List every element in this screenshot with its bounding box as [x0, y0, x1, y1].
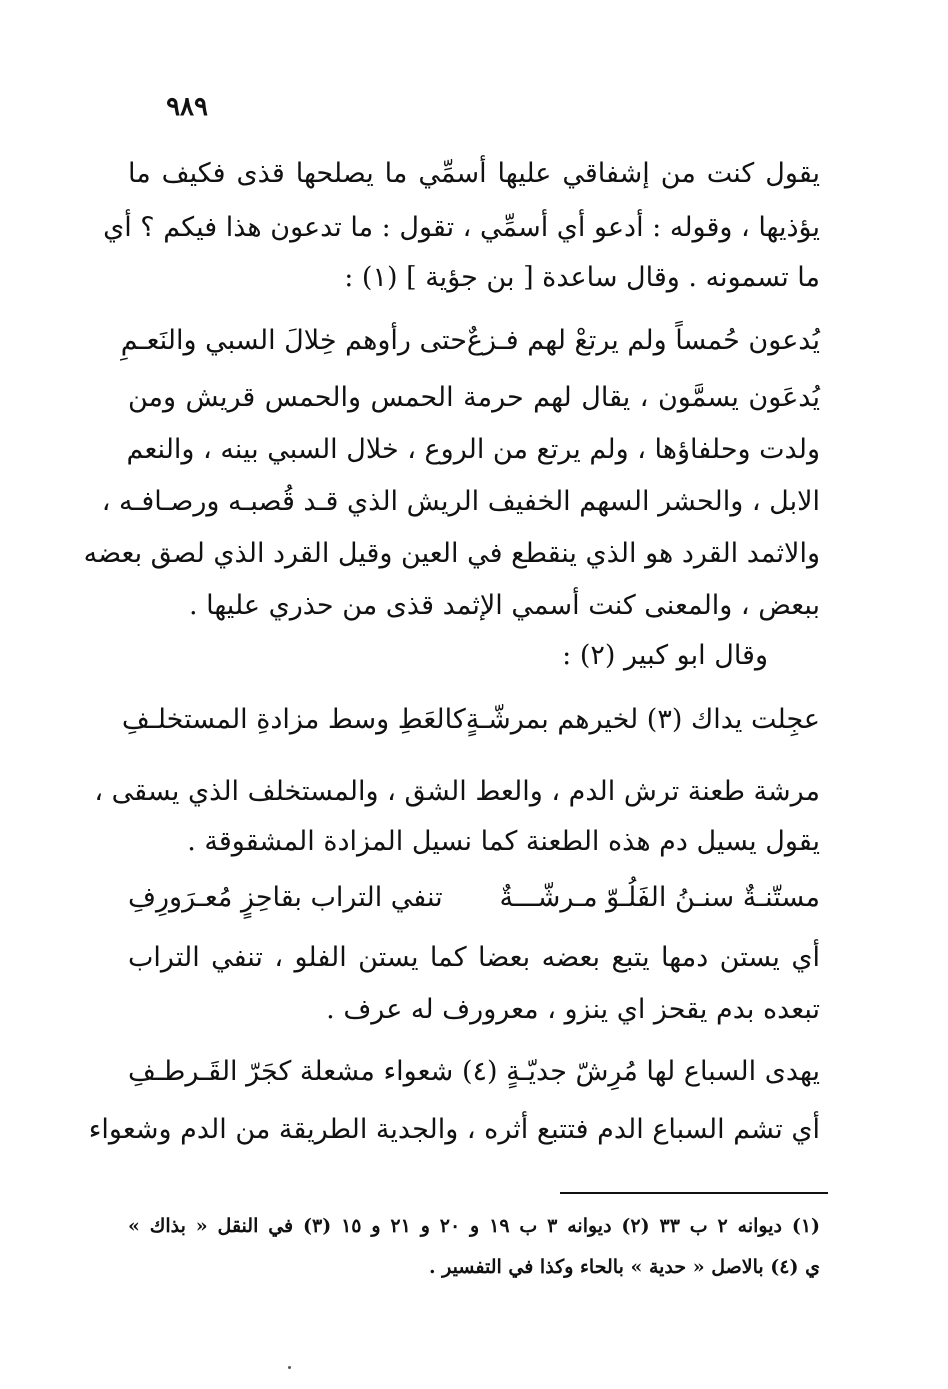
verse-first-hemistich: مستّنـةٌ سنـنُ الفَلُـوّ مـرشّـــةٌ [499, 882, 820, 913]
text-line: يؤذيها ، وقوله : أدعو أي أسمِّي ، تقول : ما تدعون هذا فيكم ؟ أي [103, 212, 820, 243]
text-line: ولدت وحلفاؤها ، ولم يرتع من الروع ، خلال السبي بينه ، والنعم [126, 434, 820, 465]
footnote-divider [560, 1192, 828, 1194]
text-line: تبعده بدم يقحز اي ينزو ، معرورف له عرف . [326, 994, 820, 1025]
footnote-line: ي (٤) بالاصل « حدية » بالحاء وكذا في التفسير . [428, 1256, 820, 1278]
scan-speck [288, 1366, 291, 1369]
poem-verse [121, 704, 820, 736]
text-line: ما تسمونه . وقال ساعدة [ بن جؤية ] (١) : [344, 262, 820, 293]
text-line: مرشة طعنة ترش الدم ، والعط الشق ، والمستخلف الذي يسقى ، [94, 776, 820, 807]
verse-first-hemistich: يُدعون حُمساً ولم يرتعْ لهم فـزعٌ [466, 325, 820, 356]
text-line: والاثمد القرد هو الذي ينقطع في العين وقيل القرد الذي لصق بعضه [83, 538, 820, 569]
text-line: يقول يسيل دم هذه الطعنة كما نسيل المزادة المشقوقة . [187, 826, 820, 857]
text-line: الابل ، والحشر السهم الخفيف الريش الذي قـد قُصبـه ورصـافـه ، [101, 486, 820, 517]
verse-second-hemistich: تنفي التراب بقاحِزٍ مُعـرَورِفِ [128, 882, 443, 913]
poem-verse [128, 882, 820, 914]
text-line: يقول كنت من إشفاقي عليها أسمِّي ما يصلحها قذى فكيف ما [128, 158, 820, 189]
page-number: ٩٨٩ [166, 92, 208, 122]
footnote-line: (١) ديوانه ٢ ب ٣٣ (٢) ديوانه ٣ ب ١٩ و ٢٠ و ٢١ و ١٥ (٣) في النقل « بذاك » [128, 1215, 821, 1237]
verse-second-hemistich: كالعَطِ وسط مزادةِ المستخلـفِ [121, 704, 466, 735]
text-line: أي يستن دمها يتبع بعضه بعضا كما يستن الفلو ، تنفي التراب [128, 942, 820, 973]
text-line: ببعض ، والمعنى كنت أسمي الإثمد قذى من حذري عليها . [188, 590, 820, 621]
poem-verse [128, 1056, 820, 1088]
text-line: أي تشم السباع الدم فتتبع أثره ، والجدية الطريقة من الدم وشعواء [88, 1114, 820, 1145]
text-line: يُدعَون يسمَّون ، يقال لهم حرمة الحمس والحمس قريش ومن [128, 382, 820, 413]
verse-second-hemistich: حتى رأوهم خِلالَ السبي والنَعـمِ [120, 325, 467, 356]
poem-verse [120, 325, 820, 357]
text-line: وقال ابو كبير (٢) : [562, 640, 768, 671]
verse-first-hemistich: عجِلت يداك (٣) لخيرهم بمرشّـةٍ [465, 704, 820, 735]
verse-first-hemistich: يهدى السباع لها مُرِشّ جديّـةٍ (٤) [461, 1056, 820, 1087]
verse-second-hemistich: شعواء مشعلة كجَرّ القَـرطـفِ [128, 1056, 454, 1087]
